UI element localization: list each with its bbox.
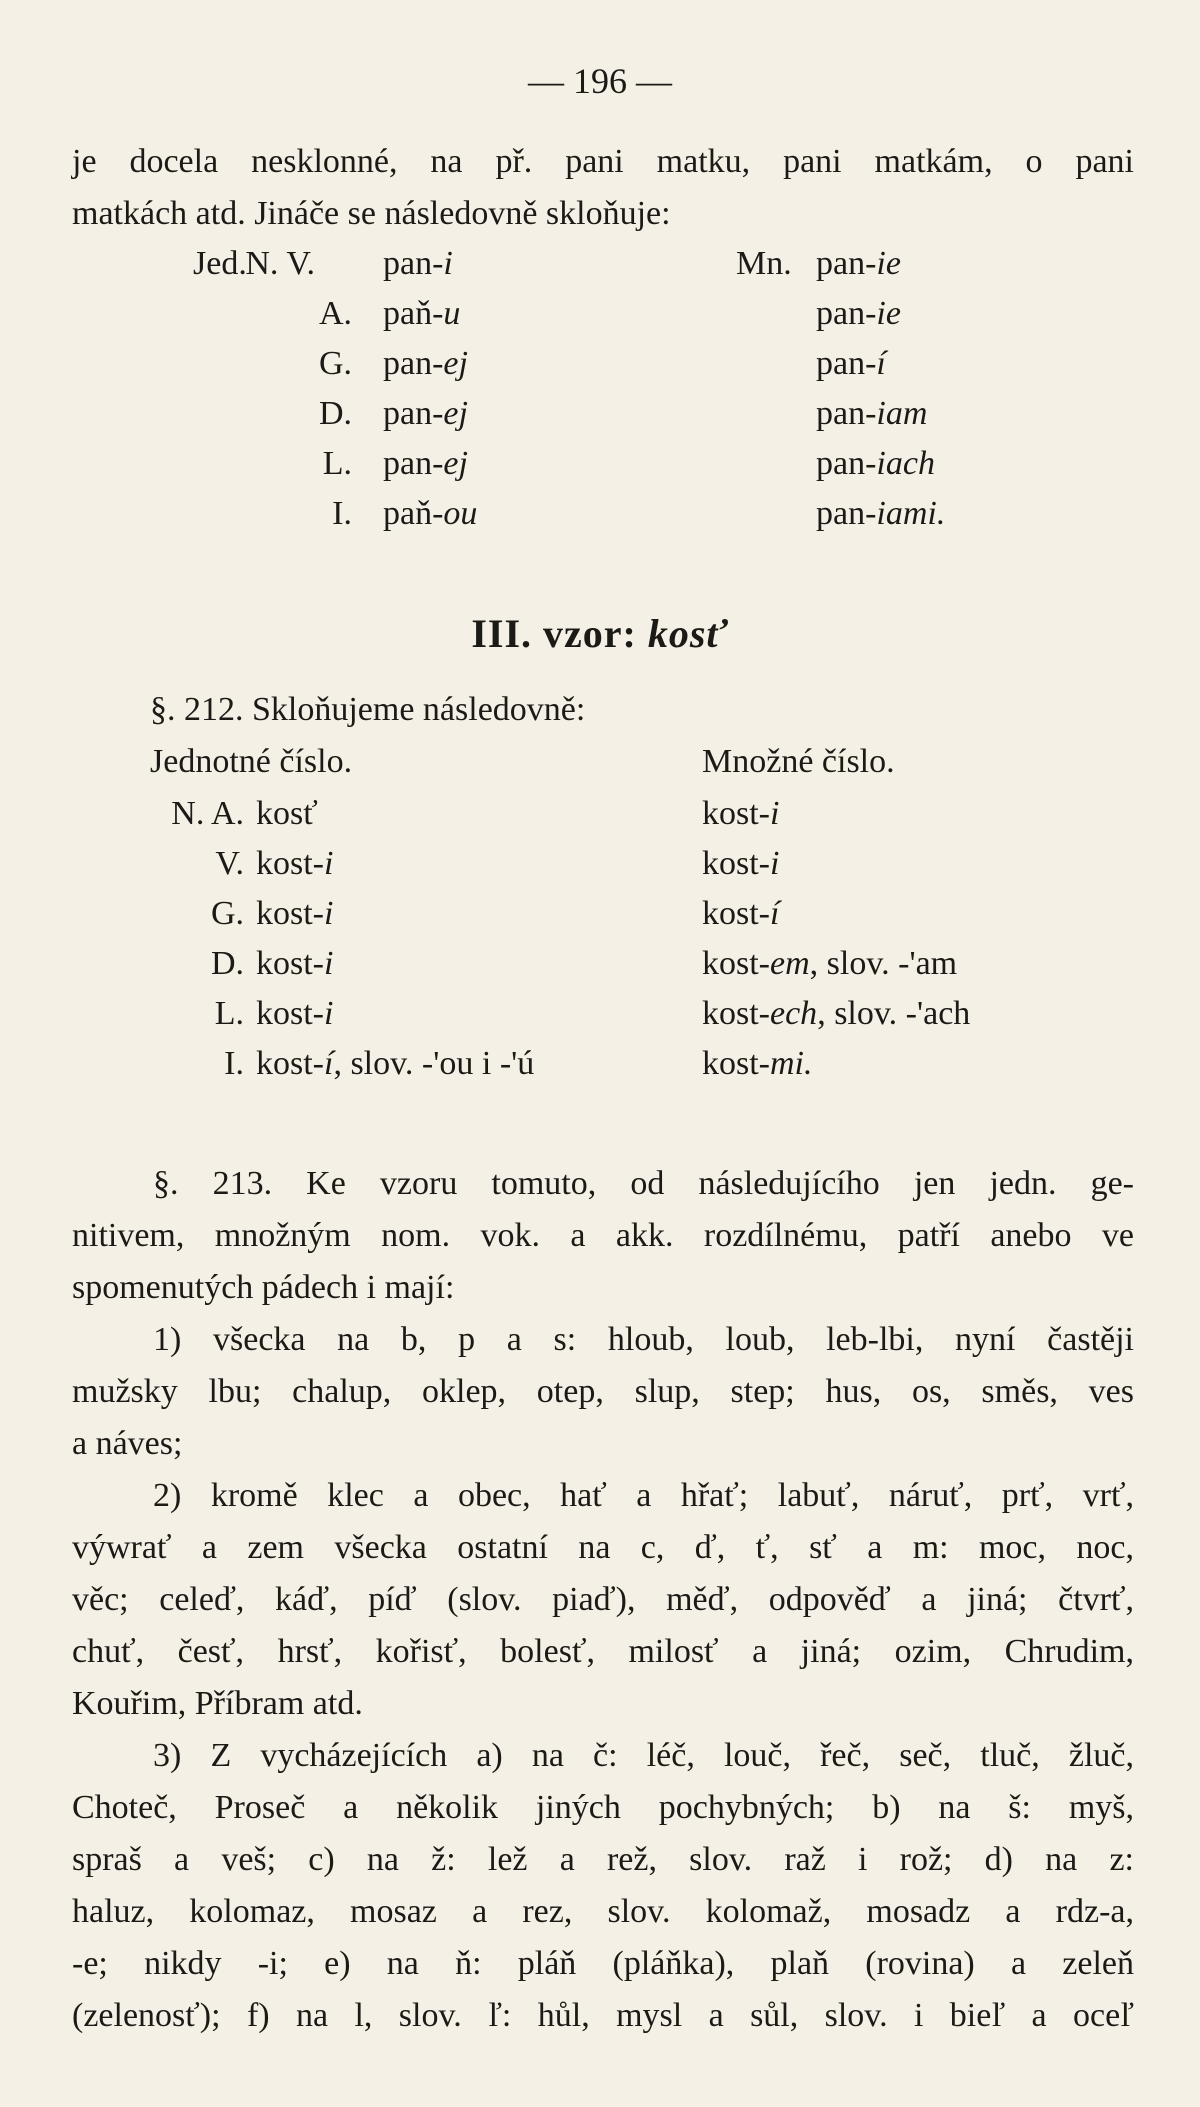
kost-sg-note: , slov. -'ou i -'ú — [333, 1045, 535, 1082]
pani-case: N. V. — [245, 245, 315, 282]
page-number: — 196 — — [528, 61, 672, 101]
kost-case: L. — [214, 995, 244, 1032]
intro-line-1: je docela nesklonné, na př. pani matku, pani matkám, o pani — [72, 143, 1134, 180]
pani-pl-ending: iach — [876, 445, 935, 482]
pani-plural-form — [816, 244, 901, 284]
kost-pl-note: , slov. -'am — [809, 945, 958, 982]
pani-plural-form — [816, 294, 901, 334]
kost-case: N. A. — [171, 795, 244, 832]
kost-plural-form — [702, 1044, 813, 1084]
pani-pl-stem: pan- — [816, 245, 877, 282]
kost-pl-stem: kost- — [702, 795, 770, 832]
pani-singular-form — [383, 294, 460, 334]
kost-case: V. — [215, 845, 244, 882]
kost-singular-form — [256, 844, 333, 884]
pani-sg-ending: i — [443, 245, 453, 282]
pani-plural-form — [816, 344, 886, 384]
pani-plural-form — [816, 494, 945, 534]
kost-singular-form — [256, 894, 333, 934]
kost-sg-stem: kost- — [256, 1045, 324, 1082]
kost-singular-form — [256, 944, 333, 984]
pani-sg-stem: pan- — [383, 445, 444, 482]
kost-case: G. — [210, 895, 244, 932]
pani-pl-ending: ie — [876, 295, 901, 332]
body-line: Kouřim, Příbram atd. — [72, 1685, 363, 1722]
pani-singular-form — [383, 344, 468, 384]
body-line: výwrať a zem všecka ostatní na c, ď, ť, sť a m: moc, noc, — [72, 1529, 1134, 1566]
body-line: věc; celeď, káď, píď (slov. piaď), měď, odpověď a jiná; čtvrť, — [72, 1581, 1134, 1618]
kost-case: D. — [210, 945, 244, 982]
kost-sg-stem: kost- — [256, 945, 324, 982]
pani-singular-form — [383, 494, 477, 534]
body-line: spomenutých pádech i mají: — [72, 1269, 455, 1306]
pani-sg-ending: ej — [443, 445, 468, 482]
kost-plural-form — [702, 994, 970, 1034]
kost-sg-ending: i — [324, 845, 334, 882]
kost-pl-stem: kost- — [702, 895, 770, 932]
pani-case: G. — [318, 345, 352, 382]
pani-singular-form — [383, 394, 468, 434]
kost-pl-stem: kost- — [702, 995, 770, 1032]
kost-pl-ending: ech — [770, 995, 818, 1032]
section-212-title: §. 212. Skloňujeme následovně: — [150, 691, 586, 728]
pani-pl-stem: pan- — [816, 295, 877, 332]
body-line: 3) Z vycházejících a) na č: léč, louč, řeč, seč, tluč, žluč, — [153, 1737, 1134, 1774]
kost-pl-ending: mi. — [770, 1045, 813, 1082]
pani-pl-ending: í — [876, 345, 886, 382]
kost-singular-form — [256, 794, 318, 834]
pani-plural-form — [816, 444, 935, 484]
pani-plural-form — [816, 394, 927, 434]
kost-pl-ending: í — [770, 895, 780, 932]
kost-sg-stem: kost- — [256, 895, 324, 932]
kost-case: I. — [224, 1045, 244, 1082]
body-line: spraš a veš; c) na ž: lež a rež, slov. raž i rož; d) na z: — [72, 1841, 1134, 1878]
heading-roman: III. — [471, 611, 533, 656]
pani-sg-ending: ej — [443, 345, 468, 382]
body-line: Choteč, Proseč a několik jiných pochybných; b) na š: myš, — [72, 1789, 1134, 1826]
pani-plural-label: Mn. — [736, 245, 792, 282]
body-line: chuť, česť, hrsť, kořisť, bolesť, milosť a jiná; ozim, Chrudim, — [72, 1633, 1134, 1670]
body-line: nitivem, množným nom. vok. a akk. rozdílnému, patří anebo ve — [72, 1217, 1134, 1254]
kost-singular-form — [256, 1044, 534, 1084]
pani-case: A. — [318, 295, 352, 332]
kost-pl-stem: kost- — [702, 945, 770, 982]
pani-case: D. — [318, 395, 352, 432]
heading-example: kosť — [647, 611, 729, 656]
kost-pl-ending: i — [770, 845, 780, 882]
pani-sg-stem: pan- — [383, 395, 444, 432]
kost-sg-ending: i — [324, 945, 334, 982]
heading-word: vzor: — [543, 611, 637, 656]
pani-sg-stem: paň- — [383, 495, 444, 532]
kost-pl-ending: em — [770, 945, 810, 982]
section-heading — [0, 610, 1200, 657]
pani-pl-stem: pan- — [816, 345, 877, 382]
pani-case: L. — [322, 445, 352, 482]
pani-sg-stem: paň- — [383, 295, 444, 332]
pani-singular-label: Jed. — [193, 245, 247, 282]
body-line: (zelenosť); f) na l, slov. ľ: hůl, mysl a sůl, slov. i bieľ a oceľ — [72, 1997, 1134, 2034]
kost-singular-form — [256, 994, 333, 1034]
body-line: a náves; — [72, 1425, 183, 1462]
pani-pl-ending: ie — [876, 245, 901, 282]
intro-line-2: matkách atd. Jináče se následovně skloňuje: — [72, 195, 671, 232]
kost-pl-note: , slov. -'ach — [817, 995, 971, 1032]
kost-sg-stem: kosť — [256, 795, 318, 832]
kost-plural-form — [702, 944, 957, 984]
pani-singular-form — [383, 244, 453, 284]
pani-sg-stem: pan- — [383, 345, 444, 382]
pani-sg-stem: pan- — [383, 245, 444, 282]
kost-plural-form — [702, 844, 779, 884]
kost-sg-ending: i — [324, 995, 334, 1032]
body-line: §. 213. Ke vzoru tomuto, od následujícího jen jedn. ge- — [153, 1165, 1134, 1202]
kost-singular-header: Jednotné číslo. — [150, 743, 353, 780]
pani-pl-stem: pan- — [816, 395, 877, 432]
kost-pl-stem: kost- — [702, 845, 770, 882]
pani-sg-ending: u — [443, 295, 461, 332]
pani-case: I. — [332, 495, 352, 532]
pani-pl-ending: iami. — [876, 495, 946, 532]
kost-pl-ending: i — [770, 795, 780, 832]
pani-sg-ending: ej — [443, 395, 468, 432]
pani-pl-stem: pan- — [816, 445, 877, 482]
kost-plural-form — [702, 894, 779, 934]
kost-sg-stem: kost- — [256, 845, 324, 882]
kost-sg-ending: í — [324, 1045, 334, 1082]
body-line: -e; nikdy -i; e) na ň: pláň (pláňka), plaň (rovina) a zeleň — [72, 1945, 1134, 1982]
pani-pl-ending: iam — [876, 395, 928, 432]
pani-sg-ending: ou — [443, 495, 478, 532]
pani-pl-stem: pan- — [816, 495, 877, 532]
kost-sg-ending: i — [324, 895, 334, 932]
body-line: 1) všecka na b, p a s: hloub, loub, leb-lbi, nyní častěji — [153, 1321, 1134, 1358]
body-line: haluz, kolomaz, mosaz a rez, slov. kolomaž, mosadz a rdz-a, — [72, 1893, 1134, 1930]
kost-sg-stem: kost- — [256, 995, 324, 1032]
kost-plural-form — [702, 794, 779, 834]
kost-pl-stem: kost- — [702, 1045, 770, 1082]
pani-singular-form — [383, 444, 468, 484]
body-line: mužsky lbu; chalup, oklep, otep, slup, step; hus, os, směs, ves — [72, 1373, 1134, 1410]
kost-plural-header: Množné číslo. — [702, 743, 895, 780]
body-line: 2) kromě klec a obec, hať a hřať; labuť, náruť, prť, vrť, — [153, 1477, 1134, 1514]
